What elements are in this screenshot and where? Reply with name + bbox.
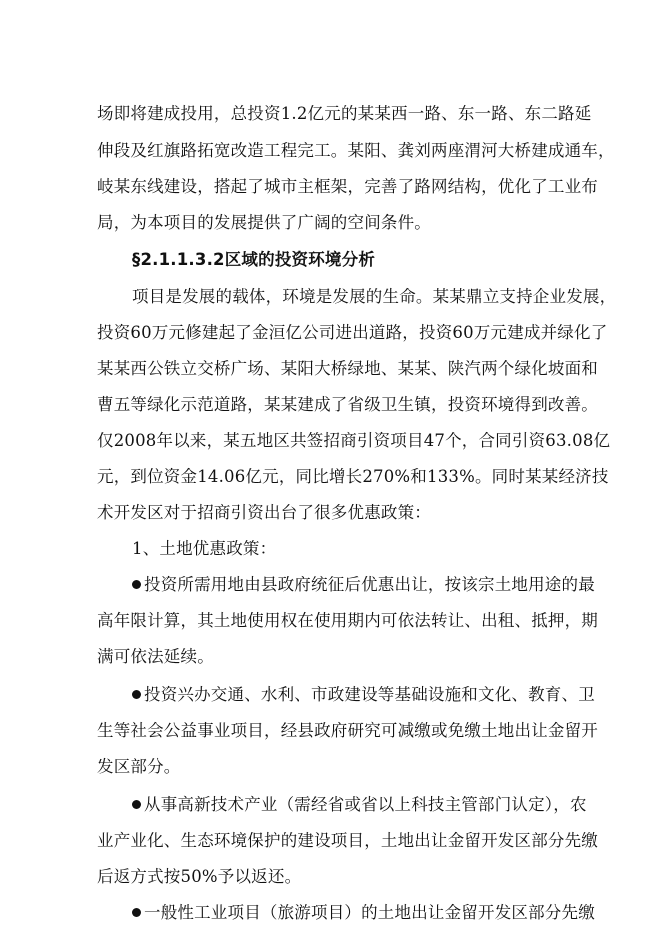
paragraph-line: 伸段及红旗路拓宽改造工程完工。某阳、龚刘两座渭河大桥建成通车， [97,141,615,160]
paragraph-line: 岐某东线建设，搭起了城市主框架，完善了路网结构，优化了工业布 [97,177,598,196]
bullet-dot-icon [132,580,141,589]
bullet-item-line: 高年限计算，其土地使用权在使用期内可依法转让、出租、抵押，期 [97,611,598,630]
bullet-item-line: 满可依法延续。 [97,647,214,666]
paragraph-line: 元，到位资金14.06亿元，同比增长270%和133%。同时某某经济技 [97,467,609,486]
bullet-text: 从事高新技术产业（需经省或省以上科技主管部门认定），农 [144,795,587,814]
paragraph-line: 曹五等绿化示范道路，某某建成了省级卫生镇，投资环境得到改善。 [97,395,598,414]
list-title: 1、土地优惠政策： [132,539,277,558]
paragraph-line: 局，为本项目的发展提供了广阔的空间条件。 [97,213,431,232]
bullet-item-line: 生等社会公益事业项目，经县政府研究可减缴或免缴土地出让金留开 [97,721,598,740]
bullet-item-line: 业产业化、生态环境保护的建设项目，土地出让金留开发区部分先缴 [97,831,598,850]
paragraph-line: 仅2008年以来，某五地区共签招商引资项目47个，合同引资63.08亿 [97,431,611,450]
paragraph-line: 某某西公铁立交桥广场、某阳大桥绿地、某某、陕汽两个绿化坡面和 [97,359,598,378]
bullet-text: 投资所需用地由县政府统征后优惠出让，按该宗土地用途的最 [144,575,595,594]
bullet-text: 投资兴办交通、水利、市政建设等基础设施和文化、教育、卫 [144,685,595,704]
bullet-item-line [132,568,642,602]
bullet-text: 一般性工业项目（旅游项目）的土地出让金留开发区部分先缴 [144,903,595,922]
bullet-item-line: 发区部分。 [97,757,181,776]
bullet-item-line [132,896,642,930]
section-heading: §2.1.1.3.2区域的投资环境分析 [132,250,376,269]
paragraph-line: 投资60万元修建起了金洹亿公司进出道路，投资60万元建成并绿化了 [97,323,608,342]
bullet-dot-icon [132,800,141,809]
bullet-dot-icon [132,908,141,917]
paragraph-line: 术开发区对于招商引资出台了很多优惠政策： [97,503,431,522]
bullet-item-line [132,788,642,822]
paragraph-line: 场即将建成投用，总投资1.2亿元的某某西一路、东一路、东二路延 [97,104,592,123]
bullet-item-line: 后返方式按50%予以返还。 [97,867,302,886]
bullet-item-line [132,678,642,712]
paragraph-line: 项目是发展的载体，环境是发展的生命。某某鼎立支持企业发展， [132,287,617,306]
bullet-dot-icon [132,690,141,699]
